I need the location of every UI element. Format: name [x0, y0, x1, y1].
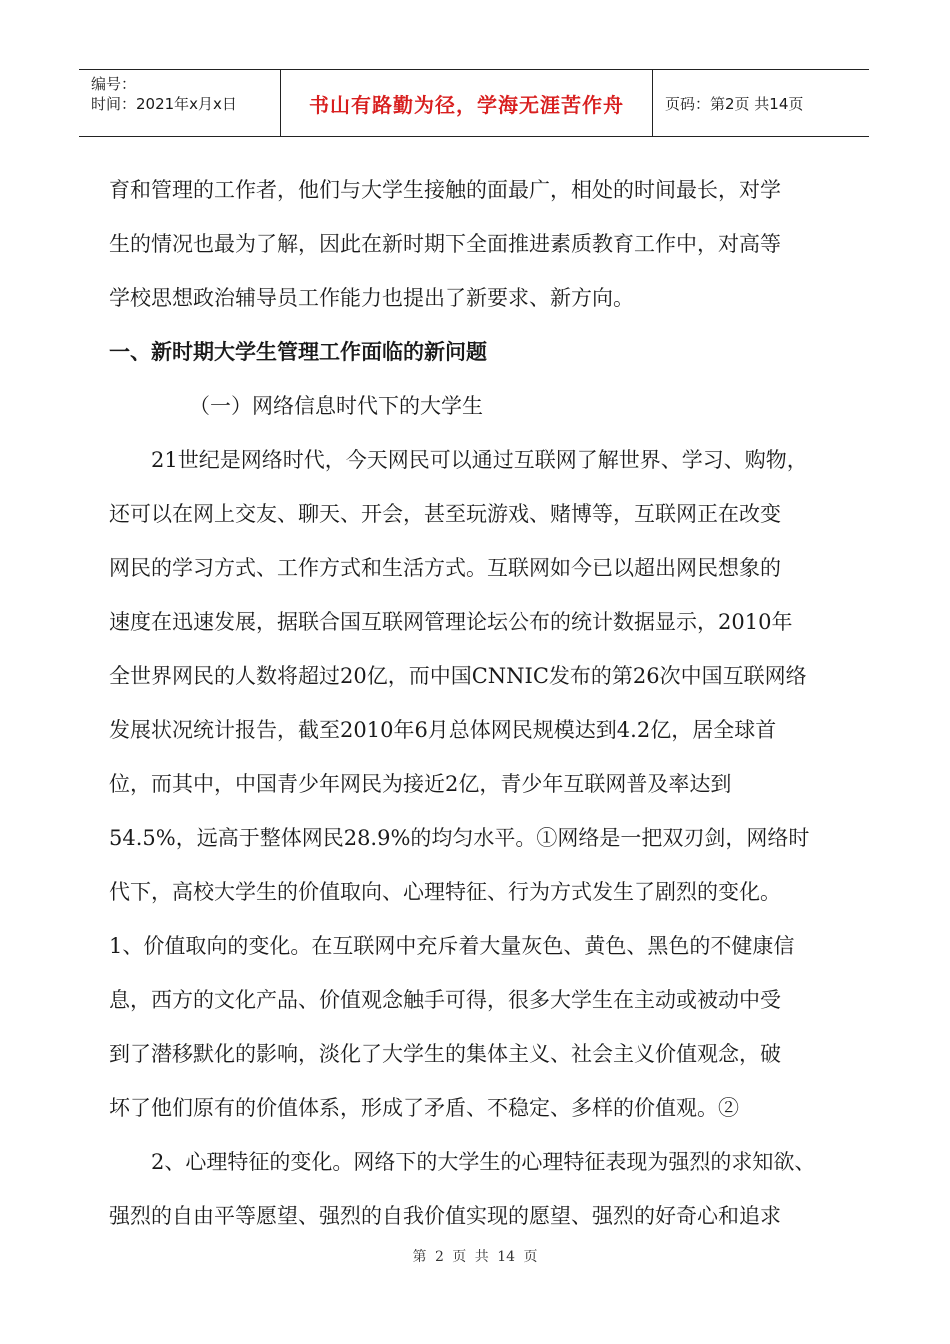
body-line: 坏了他们原有的价值体系，形成了矛盾、不稳定、多样的价值观。② — [109, 1096, 739, 1120]
body-line: 1、价值取向的变化。在互联网中充斥着大量灰色、黄色、黑色的不健康信 — [109, 934, 795, 958]
body-line: 学校思想政治辅导员工作能力也提出了新要求、新方向。 — [109, 286, 634, 310]
body-line: 速度在迅速发展，据联合国互联网管理论坛公布的统计数据显示，2010年 — [109, 610, 793, 634]
body-line: 54.5%，远高于整体网民28.9%的均匀水平。①网络是一把双刃剑，网络时 — [109, 826, 810, 850]
date-label: 时间：2021年x月x日 — [91, 95, 237, 113]
body-line: 还可以在网上交友、聊天、开会，甚至玩游戏、赌博等，互联网正在改变 — [109, 502, 781, 526]
body-line: 21世纪是网络时代，今天网民可以通过互联网了解世界、学习、购物， — [151, 448, 808, 472]
body-line: 代下，高校大学生的价值取向、心理特征、行为方式发生了剧烈的变化。 — [109, 880, 781, 904]
header-motto: 书山有路勤为径，学海无涯苦作舟 — [281, 70, 653, 136]
body-line: 生的情况也最为了解，因此在新时期下全面推进素质教育工作中，对高等 — [109, 232, 781, 256]
serial-number-label: 编号： — [91, 75, 137, 93]
body-line: 位，而其中，中国青少年网民为接近2亿，青少年互联网普及率达到 — [109, 772, 732, 796]
body-line: 强烈的自由平等愿望、强烈的自我价值实现的愿望、强烈的好奇心和追求 — [109, 1204, 781, 1228]
body-line: 全世界网民的人数将超过20亿，而中国CNNIC发布的第26次中国互联网络 — [109, 664, 807, 688]
page-footer: 第 2 页 共 14 页 — [412, 1249, 538, 1265]
body-line: 到了潜移默化的影响，淡化了大学生的集体主义、社会主义价值观念，破 — [109, 1042, 781, 1066]
section-heading: 一、新时期大学生管理工作面临的新问题 — [109, 340, 487, 364]
header-page-info: 页码：第2页 共14页 — [665, 94, 804, 113]
body-line: 2、心理特征的变化。网络下的大学生的心理特征表现为强烈的求知欲、 — [151, 1150, 816, 1174]
subsection-heading: （一）网络信息时代下的大学生 — [189, 394, 483, 418]
body-line: 育和管理的工作者，他们与大学生接触的面最广，相处的时间最长，对学 — [109, 178, 781, 202]
body-line: 发展状况统计报告，截至2010年6月总体网民规模达到4.2亿，居全球首 — [109, 718, 777, 742]
body-line: 网民的学习方式、工作方式和生活方式。互联网如今已以超出网民想象的 — [109, 556, 781, 580]
document-body — [109, 163, 854, 1243]
page-header — [79, 69, 869, 137]
header-meta — [79, 70, 281, 136]
body-line: 息，西方的文化产品、价值观念触手可得，很多大学生在主动或被动中受 — [109, 988, 781, 1012]
